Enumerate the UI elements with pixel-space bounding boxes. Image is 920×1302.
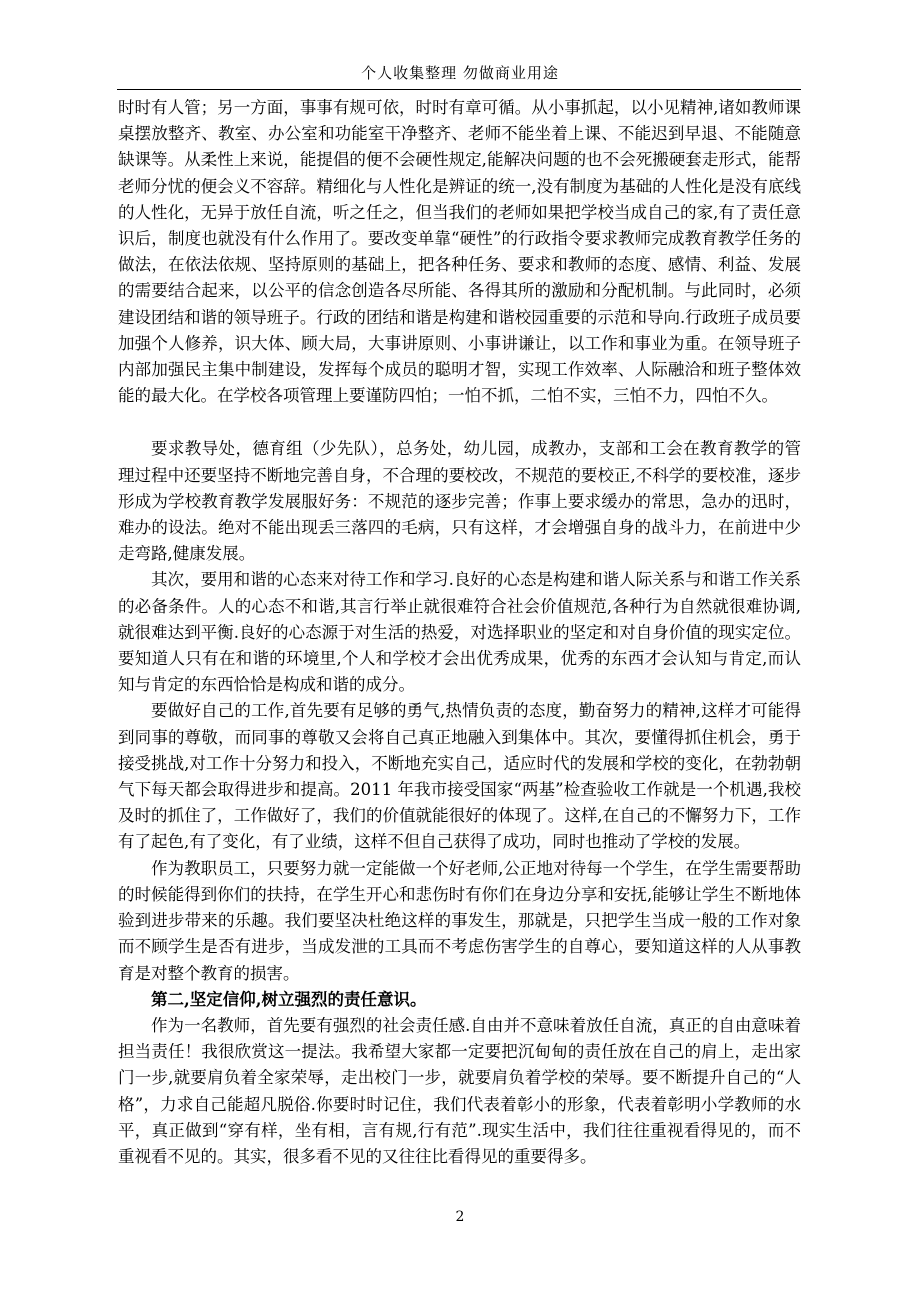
page-header: 个人收集整理 勿做商业用途 — [361, 64, 559, 82]
document-body — [118, 95, 801, 1170]
paragraph-spacer — [118, 409, 801, 436]
paragraph-mindset: 其次，要用和谐的心态来对待工作和学习.良好的心态是构建和谐人际关系与和谐工作关系的必备条件。人的心态不和谐,其言行举止就很难符合社会价值规范,各种行为自然就很难协调,就很难达到平衡.良好的心态源于对生活的热爱，对选择职业的坚定和对自身价值的现实定位。要知道人只有在和谐的环境里,个人和学校才会出优秀成果，优秀的东西才会认知与肯定,而认知与肯定的东西恰恰是构成和谐的成分。 — [118, 570, 801, 695]
paragraph-departments: 要求教导处，德育组（少先队），总务处，幼儿园，成教办，支部和工会在教育教学的管理过程中还要坚持不断地完善自身，不合理的要校改，不规范的要校正,不科学的要校准，逐步形成为学校教育教学发展服好务：不规范的逐步完善；作事上要求缓办的常思，急办的迅时，难办的设法。绝对不能出现丢三落四的毛病，只有这样，才会增强自身的战斗力，在前进中少走弯路,健康发展。 — [118, 439, 801, 564]
page-number: 2 — [455, 1209, 465, 1225]
paragraph-staff: 作为教职员工，只要努力就一定能做一个好老师,公正地对待每一个学生，在学生需要帮助的时候能得到你们的扶持，在学生开心和悲伤时有你们在身边分享和安抚,能够让学生不断地体验到进步带来的乐趣。我们要坚决杜绝这样的事发生，那就是，只把学生当成一般的工作对象而不顾学生是否有进步，当成发泄的工具而不考虑伤害学生的自尊心，要知道这样的人从事教育是对整个教育的损害。 — [118, 858, 801, 983]
paragraph-work: 要做好自己的工作,首先要有足够的勇气,热情负责的态度，勤奋努力的精神,这样才可能得到同事的尊敬，而同事的尊敬又会将自己真正地融入到集体中。其次，要懂得抓住机会，勇于接受挑战,对工作十分努力和投入，不断地充实自己，适应时代的发展和学校的变化，在勃勃朝气下每天都会取得进步和提高。2011 年我市接受国家“两基”检查验收工作就是一个机遇,我校及时的抓住了，工作做好了，我们的价值就能很好的体现了。这样,在自己的不懈努力下，工作有了起色,有了变化，有了业绩，这样不但自己获得了成功，同时也推动了学校的发展。 — [118, 701, 801, 852]
section-heading: 第二,坚定信仰,树立强烈的责任意识。 — [151, 989, 427, 1009]
header-divider — [117, 89, 801, 90]
paragraph-responsibility: 作为一名教师，首先要有强烈的社会责任感.自由并不意味着放任自流，真正的自由意味着担当责任！我很欣赏这一提法。我希望大家都一定要把沉甸甸的责任放在自己的肩上，走出家门一步,就要肩负着全家荣辱，走出校门一步，就要肩负着学校的荣辱。要不断提升自己的“人格”，力求自己能超凡脱俗.你要时时记住，我们代表着彰小的形象，代表着彰明小学教师的水平，真正做到“穿有样，坐有相，言有规,行有范”.现实生活中，我们往往重视看得见的，而不重视看不见的。其实，很多看不见的又往往比看得见的重要得多。 — [118, 1015, 801, 1166]
paragraph-management: 时时有人管；另一方面，事事有规可依，时时有章可循。从小事抓起，以小见精神,诸如教师课桌摆放整齐、教室、办公室和功能室干净整齐、老师不能坐着上课、不能迟到早退、不能随意缺课等。从柔性上来说，能提倡的便不会硬性规定,能解决问题的也不会死搬硬套走形式，能帮老师分忧的便会义不容辞。精细化与人性化是辨证的统一,没有制度为基础的人性化是没有底线的人性化，无异于放任自流，听之任之，但当我们的老师如果把学校当成自己的家,有了责任意识后，制度也就没有什么作用了。要改变单靠“硬性”的行政指令要求教师完成教育教学任务的做法，在依法依规、坚持原则的基础上，把各种任务、要求和教师的态度、感情、利益、发展的需要结合起来，以公平的信念创造各尽所能、各得其所的激励和分配机制。与此同时，必须建设团结和谐的领导班子。行政的团结和谐是构建和谐校园重要的示范和导向.行政班子成员要加强个人修养，识大体、顾大局，大事讲原则、小事讲谦让，以工作和事业为重。在领导班子内部加强民主集中制建设，发挥每个成员的聪明才智，实现工作效率、人际融洽和班子整体效能的最大化。在学校各项管理上要谨防四怕；一怕不抓，二怕不实，三怕不力，四怕不久。 — [118, 98, 801, 406]
